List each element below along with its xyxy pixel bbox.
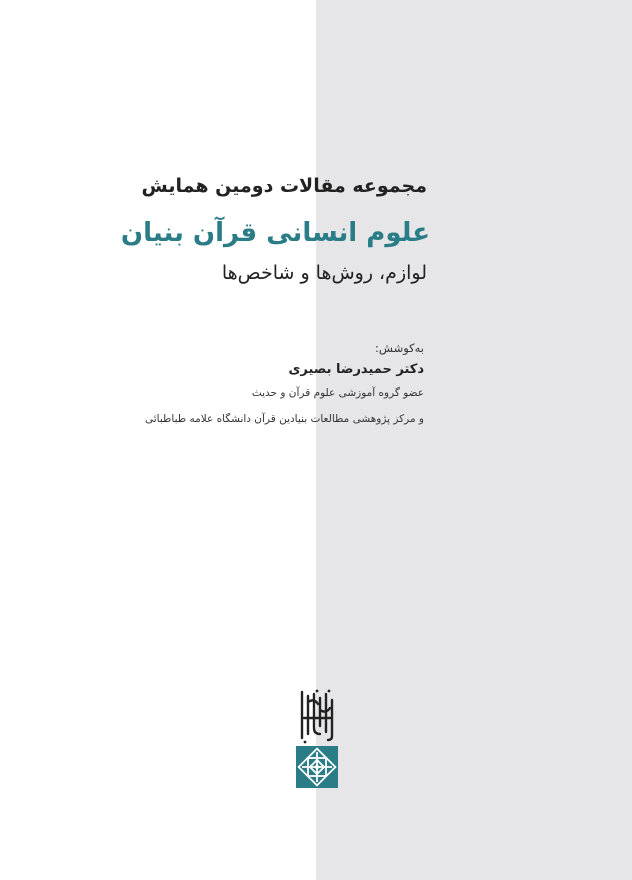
author-affiliation-line2: و مرکز پژوهشی مطالعات بنیادین قرآن دانشگاه علامه طباطبائی <box>145 413 424 425</box>
author-affiliation-line1: عضو گروه آموزشی علوم قرآن و حدیث <box>251 387 424 399</box>
subtitle: لوازم، روش‌ها و شاخص‌ها <box>221 262 427 284</box>
main-title: علوم انسانی قرآن بنیان <box>120 218 430 248</box>
author-name: دکتر حمیدرضا بصیری <box>288 362 424 377</box>
by-label: به‌کوشش: <box>375 341 424 355</box>
university-emblem-icon <box>296 746 338 788</box>
series-title: مجموعه مقالات دومین همایش <box>141 175 427 197</box>
publisher-calligraphy-logo <box>296 688 338 744</box>
